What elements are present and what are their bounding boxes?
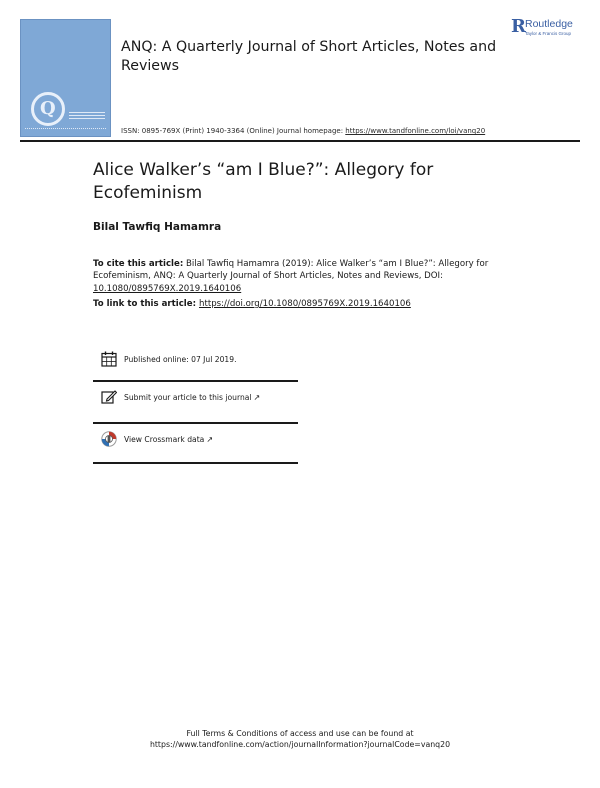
article-url-link[interactable]: https://doi.org/10.1080/0895769X.2019.1640106 xyxy=(199,299,411,309)
external-link-icon: ↗ xyxy=(253,393,261,402)
footer-line-1: Full Terms & Conditions of access and use can be found at xyxy=(186,729,414,738)
crossmark-label: View Crossmark data ↗ xyxy=(124,435,214,444)
calendar-icon xyxy=(101,351,117,367)
submit-article-link[interactable] xyxy=(93,381,298,419)
publisher-name: Routledge xyxy=(525,18,573,30)
citation-text: Bilal Tawfiq Hamamra (2019): Alice Walker’s “am I Blue?”: Allegory for Ecofeminism, ANQ: A Quarterly Journal of Short Articles, Notes and Reviews, DOI: xyxy=(93,259,489,282)
published-online-row xyxy=(93,343,298,381)
journal-cover-image xyxy=(20,19,111,137)
cover-text-lines xyxy=(69,112,105,122)
cover-footer-line xyxy=(25,128,106,130)
publisher-logo xyxy=(511,17,591,41)
issn-line xyxy=(121,127,485,135)
routledge-r-icon: R xyxy=(511,16,526,37)
article-title: Alice Walker’s “am I Blue?”: Allegory for Ecofeminism xyxy=(93,160,434,203)
divider xyxy=(93,462,298,464)
doi-link[interactable]: 10.1080/0895769X.2019.1640106 xyxy=(93,283,242,294)
citation-label: To cite this article: xyxy=(93,259,184,269)
citation-block xyxy=(93,258,503,295)
article-link-line xyxy=(93,299,411,309)
journal-title: ANQ: A Quarterly Journal of Short Articles, Notes and Reviews xyxy=(121,39,497,74)
footer-terms-link[interactable]: https://www.tandfonline.com/action/journalInformation?journalCode=vanq20 xyxy=(149,740,451,749)
journal-logo-letter-icon: Q xyxy=(40,98,56,119)
issn-text: ISSN: 0895-769X (Print) 1940-3364 (Online) Journal homepage: xyxy=(121,127,346,135)
submit-article-label: Submit your article to this journal ↗ xyxy=(124,393,261,402)
author-name: Bilal Tawfiq Hamamra xyxy=(93,221,222,233)
header-divider xyxy=(20,140,580,142)
publisher-tagline: Taylor & Francis Group xyxy=(525,31,572,36)
footer-terms xyxy=(0,728,600,750)
edit-icon xyxy=(101,389,117,405)
link-label: To link to this article: xyxy=(93,299,200,309)
journal-homepage-link[interactable]: https://www.tandfonline.com/loi/vanq20 xyxy=(345,127,486,135)
published-online-text: Published online: 07 Jul 2019. xyxy=(124,355,237,364)
external-link-icon: ↗ xyxy=(206,435,214,444)
crossmark-link[interactable] xyxy=(93,423,298,461)
crossmark-icon xyxy=(101,431,117,447)
